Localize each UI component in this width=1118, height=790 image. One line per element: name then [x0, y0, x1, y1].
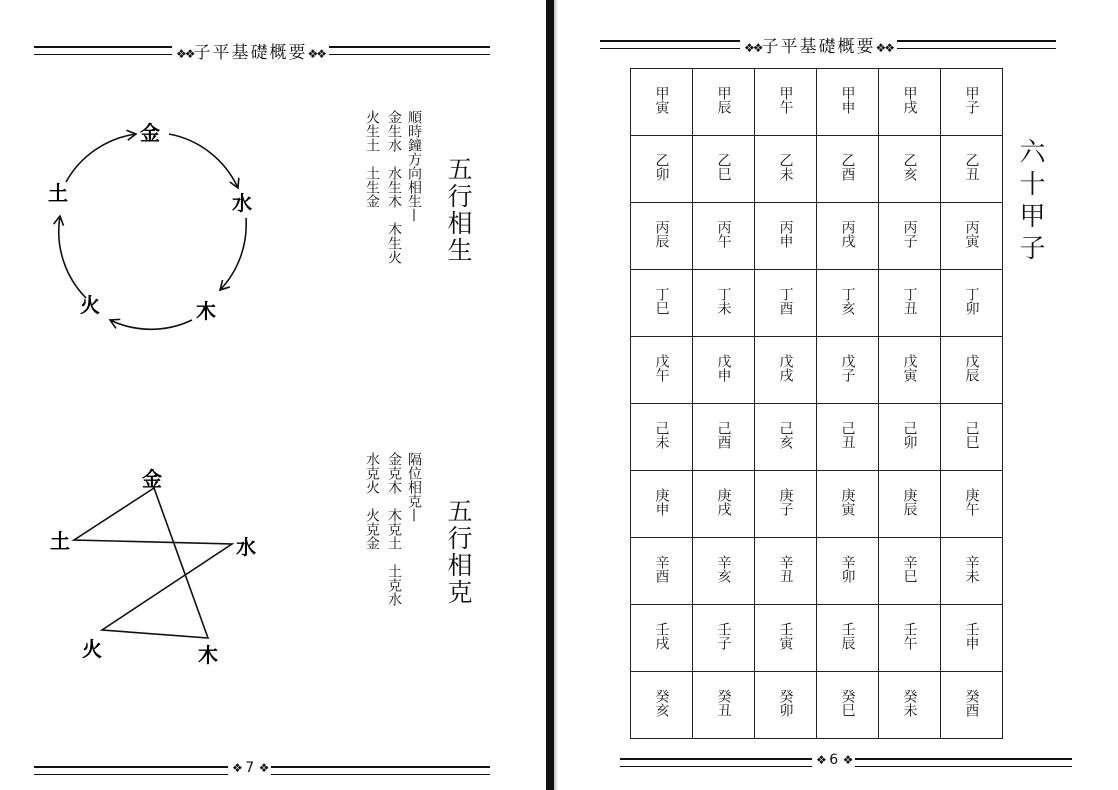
ganzhi-label: 丁巳 — [653, 287, 670, 315]
table-cell — [631, 538, 693, 605]
table-cell — [879, 69, 941, 136]
table-cell — [631, 136, 693, 203]
arrow-shui-mu — [220, 218, 246, 290]
table-row — [631, 471, 1003, 538]
ganzhi-label: 乙丑 — [963, 153, 980, 181]
table-cell — [879, 203, 941, 270]
ornament-icon: ❖ — [842, 753, 852, 767]
ganzhi-label: 丙辰 — [653, 220, 670, 248]
table-cell — [631, 672, 693, 739]
table-row — [631, 538, 1003, 605]
label-huo: 火 — [82, 637, 102, 661]
table-cell — [631, 337, 693, 404]
ganzhi-label: 壬辰 — [839, 622, 856, 650]
table-cell — [817, 136, 879, 203]
table-cell — [817, 471, 879, 538]
table-row — [631, 605, 1003, 672]
ornament-icon: ❖ — [258, 761, 268, 775]
ganzhi-label: 壬申 — [963, 622, 980, 650]
table-cell — [941, 337, 1003, 404]
arrow-huo-tu — [59, 216, 86, 298]
ganzhi-label: 戊戌 — [777, 354, 794, 382]
header-text: 子平基礎概要 — [193, 43, 308, 63]
ganzhi-label: 庚午 — [963, 488, 980, 516]
arrow-jin-shui — [169, 134, 238, 188]
ornament-icon: ❖❖ — [744, 41, 762, 55]
table-cell — [631, 471, 693, 538]
ganzhi-label: 辛酉 — [653, 555, 670, 583]
sheng-text-col-1: 順時鐘方向相生— — [406, 110, 422, 222]
ganzhi-label: 壬午 — [901, 622, 918, 650]
label-jin: 金 — [142, 467, 162, 491]
arrow-mu-huo — [110, 320, 192, 329]
sheng-cycle-diagram — [40, 112, 260, 342]
ganzhi-label: 乙酉 — [839, 153, 856, 181]
table-row — [631, 404, 1003, 471]
ganzhi-label: 戊寅 — [901, 354, 918, 382]
header-text: 子平基礎概要 — [761, 37, 876, 57]
ganzhi-label: 丙午 — [715, 220, 732, 248]
ganzhi-label: 戊子 — [839, 354, 856, 382]
ganzhi-label: 戊辰 — [963, 354, 980, 382]
ganzhi-label: 己丑 — [839, 421, 856, 449]
ganzhi-label: 癸酉 — [963, 689, 980, 717]
ganzhi-label: 癸巳 — [839, 689, 856, 717]
table-cell — [631, 270, 693, 337]
table-cell — [879, 672, 941, 739]
table-cell — [693, 471, 755, 538]
table-cell — [817, 605, 879, 672]
table-cell — [631, 203, 693, 270]
label-shui: 水 — [232, 191, 252, 215]
ganzhi-label: 庚戌 — [715, 488, 732, 516]
table-cell — [693, 605, 755, 672]
left-page — [0, 0, 548, 790]
table-cell — [879, 270, 941, 337]
ornament-icon: ❖❖ — [176, 47, 194, 61]
ganzhi-label: 丁卯 — [963, 287, 980, 315]
spine-shadow — [554, 0, 558, 790]
ke-star-lines — [74, 488, 232, 638]
ganzhi-label: 丁亥 — [839, 287, 856, 315]
table-cell — [693, 337, 755, 404]
ganzhi-label: 丙戌 — [839, 220, 856, 248]
ganzhi-label: 辛未 — [963, 555, 980, 583]
ganzhi-label: 乙巳 — [715, 153, 732, 181]
table-cell — [755, 672, 817, 739]
ganzhi-label: 壬戌 — [653, 622, 670, 650]
ganzhi-label: 壬寅 — [777, 622, 794, 650]
ganzhi-label: 辛卯 — [839, 555, 856, 583]
page-number: ❖ 7 ❖ — [228, 760, 271, 776]
book-spine — [546, 0, 554, 790]
table-cell — [631, 404, 693, 471]
ganzhi-label: 甲寅 — [653, 86, 670, 114]
table-cell — [693, 69, 755, 136]
ganzhi-label: 癸丑 — [715, 689, 732, 717]
label-mu: 木 — [196, 299, 216, 323]
ganzhi-label: 庚寅 — [839, 488, 856, 516]
ganzhi-label: 癸卯 — [777, 689, 794, 717]
table-cell — [693, 404, 755, 471]
ganzhi-label: 庚辰 — [901, 488, 918, 516]
ganzhi-label: 己亥 — [777, 421, 794, 449]
ganzhi-label: 癸亥 — [653, 689, 670, 717]
table-row — [631, 672, 1003, 739]
header-title — [172, 38, 329, 63]
ke-text-col-1: 隔位相克— — [406, 452, 422, 522]
ganzhi-label: 丁酉 — [777, 287, 794, 315]
table-cell — [755, 69, 817, 136]
sixty-jiazi-table — [630, 68, 1003, 739]
table-row — [631, 69, 1003, 136]
ke-title: 五行相克 — [444, 498, 473, 606]
label-mu: 木 — [198, 643, 218, 667]
table-cell — [631, 605, 693, 672]
ganzhi-label: 丁丑 — [901, 287, 918, 315]
label-jin: 金 — [140, 121, 160, 145]
table-cell — [879, 337, 941, 404]
table-cell — [693, 672, 755, 739]
sheng-title: 五行相生 — [444, 156, 473, 264]
table-cell — [755, 270, 817, 337]
table-row — [631, 203, 1003, 270]
ganzhi-label: 辛巳 — [901, 555, 918, 583]
table-cell — [817, 69, 879, 136]
table-cell — [817, 270, 879, 337]
ganzhi-label: 己酉 — [715, 421, 732, 449]
ganzhi-label: 庚申 — [653, 488, 670, 516]
table-cell — [879, 538, 941, 605]
table-cell — [941, 136, 1003, 203]
table-cell — [693, 538, 755, 605]
ganzhi-label: 己未 — [653, 421, 670, 449]
ganzhi-label: 甲辰 — [715, 86, 732, 114]
arrow-tu-jin — [66, 134, 136, 182]
sheng-text-col-3: 火生土 土生金 — [364, 110, 380, 208]
table-cell — [693, 136, 755, 203]
header-title — [740, 32, 897, 57]
ornament-icon: ❖ — [816, 753, 825, 767]
table-cell — [755, 471, 817, 538]
table-cell — [879, 605, 941, 672]
table-cell — [817, 538, 879, 605]
ganzhi-label: 甲申 — [839, 86, 856, 114]
table-cell — [631, 69, 693, 136]
table-cell — [817, 672, 879, 739]
ganzhi-label: 辛亥 — [715, 555, 732, 583]
table-cell — [693, 270, 755, 337]
page-number: ❖ 6 ❖ — [812, 752, 855, 768]
label-tu: 土 — [50, 529, 70, 553]
table-cell — [879, 136, 941, 203]
ganzhi-label: 己巳 — [963, 421, 980, 449]
ke-star-diagram — [46, 462, 266, 672]
ganzhi-label: 丁未 — [715, 287, 732, 315]
table-cell — [755, 337, 817, 404]
ganzhi-label: 辛丑 — [777, 555, 794, 583]
table-cell — [693, 203, 755, 270]
sixty-jiazi-title: 六十甲子 — [1015, 138, 1045, 266]
ganzhi-label: 戊申 — [715, 354, 732, 382]
table-cell — [879, 404, 941, 471]
table-cell — [941, 203, 1003, 270]
ganzhi-label: 戊午 — [653, 354, 670, 382]
ornament-icon: ❖❖ — [875, 41, 894, 55]
ganzhi-label: 丙子 — [901, 220, 918, 248]
ganzhi-label: 乙卯 — [653, 153, 670, 181]
ornament-icon: ❖❖ — [307, 47, 326, 61]
ganzhi-label: 甲子 — [963, 86, 980, 114]
table-cell — [941, 270, 1003, 337]
ganzhi-label: 癸未 — [901, 689, 918, 717]
ganzhi-label: 丙寅 — [963, 220, 980, 248]
table-row — [631, 270, 1003, 337]
table-row — [631, 136, 1003, 203]
label-shui: 水 — [236, 535, 256, 559]
ke-text-col-3: 水克火 火克金 — [364, 452, 380, 550]
table-cell — [817, 337, 879, 404]
table-cell — [817, 203, 879, 270]
sheng-text-col-2: 金生水 水生木 木生火 — [386, 110, 402, 264]
table-cell — [941, 69, 1003, 136]
ke-text-col-2: 金克木 木克土 土克水 — [386, 452, 402, 606]
label-huo: 火 — [80, 293, 100, 317]
table-cell — [941, 471, 1003, 538]
table-cell — [755, 605, 817, 672]
ganzhi-label: 乙未 — [777, 153, 794, 181]
table-cell — [941, 538, 1003, 605]
table-row — [631, 337, 1003, 404]
table-cell — [817, 404, 879, 471]
table-cell — [941, 672, 1003, 739]
ornament-icon: ❖ — [232, 761, 241, 775]
ganzhi-label: 甲戌 — [901, 86, 918, 114]
ganzhi-label: 甲午 — [777, 86, 794, 114]
table-cell — [941, 404, 1003, 471]
table-cell — [755, 538, 817, 605]
table-cell — [755, 203, 817, 270]
ganzhi-label: 乙亥 — [901, 153, 918, 181]
table-cell — [755, 136, 817, 203]
table-cell — [941, 605, 1003, 672]
ganzhi-label: 丙申 — [777, 220, 794, 248]
ganzhi-label: 壬子 — [715, 622, 732, 650]
label-tu: 土 — [48, 181, 68, 205]
table-cell — [879, 471, 941, 538]
ganzhi-label: 己卯 — [901, 421, 918, 449]
table-cell — [755, 404, 817, 471]
ganzhi-label: 庚子 — [777, 488, 794, 516]
